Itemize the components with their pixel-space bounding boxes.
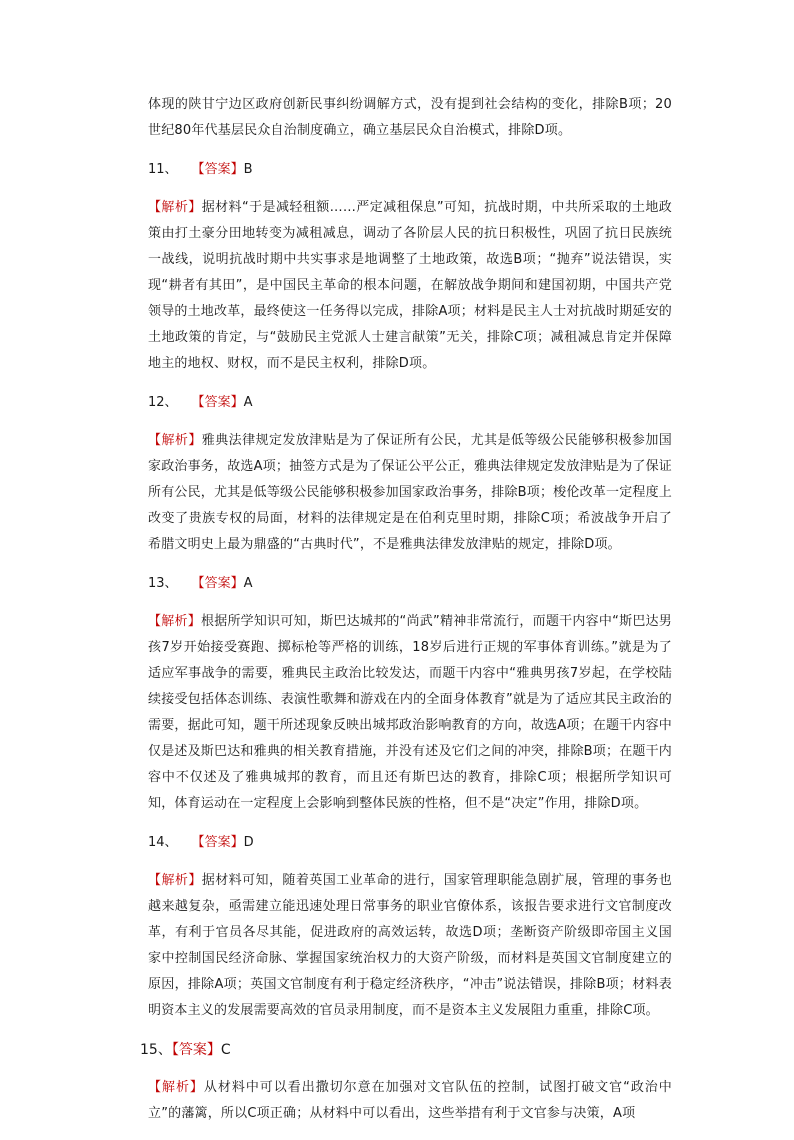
analysis-text: 根据所学知识可知，斯巴达城邦的“尚武”精神非常流行，而题干内容中“斯巴达男孩7岁开始接受赛跑、掷标枪等严格的训练，18岁后进行正规的军事体育训练。”就是为了适应军事战争的需要，雅典民主政治比较发达，而题干内容中“雅典男孩7岁起，在学校陆续接受包括体态训练、表演性歌舞和游戏在内的全面身体教育”就是为了适应其民主政治的需要，据此可知，题干所述现象反映出城邦政治影响教育的方向，故选A项；在题干内容中仅是述及斯巴达和雅典的相关教育措施，并没有述及它们之间的冲突，排除B项；在题干内容中不仅述及了雅典城邦的教育，而且还有斯巴达的教育，排除C项；根据所学知识可知，体育运动在一定程度上会影响到整体民族的性格，但不是“决定”作用，排除D项。 — [148, 614, 672, 811]
question-number: 11、 — [148, 162, 178, 177]
answer-label: 答案 — [204, 162, 231, 177]
question-number: 13、 — [148, 576, 178, 591]
answer-label: 答案 — [178, 1042, 207, 1058]
analysis-tag: 【解析】 — [148, 614, 201, 629]
analysis-paragraph-14 — [148, 868, 672, 1024]
document-page — [140, 92, 672, 1140]
answer-line-13 — [148, 571, 672, 597]
analysis-text: 雅典法律规定发放津贴是为了保证所有公民，尤其是低等级公民能够积极参加国家政治事务，故选A项；抽签方式是为了保证公平公正，雅典法律规定发放津贴是为了保证所有公民，尤其是低等级公民能够积极参加国家政治事务，排除B项；梭伦改革一定程度上改变了贵族专权的局面，材料的法律规定是在伯利克里时期，排除C项；希波战争开启了希腊文明史上最为鼎盛的“古典时代”，不是雅典法律发放津贴的规定，排除D项。 — [148, 433, 672, 552]
answer-choice: A — [243, 395, 253, 410]
answer-choice: C — [220, 1042, 231, 1058]
analysis-text: 据材料“于是减轻租额……严定减租保息”可知，抗战时期，中共所采取的土地政策由打土豪分田地转变为减租减息，调动了各阶层人民的抗日积极性，巩固了抗日民族统一战线，说明抗战时期中共实事求是地调整了土地政策，故选B项；“抛弃”说法错误，实现“耕者有其田”，是中国民主革命的根本问题，在解放战争期间和建国初期，中国共产党领导的土地改革，最终使这一任务得以完成，排除A项；材料是民主人士对抗战时期延安的土地政策的肯定，与“鼓励民主党派人士建言献策”无关，排除C项；减租减息肯定并保障地主的地权、财权，而不是民主权利，排除D项。 — [148, 200, 672, 371]
answer-bracket-open: 【 — [191, 576, 205, 591]
answer-bracket-close: 】 — [230, 576, 244, 591]
answer-line-15 — [140, 1037, 672, 1063]
answer-bracket-open: 【 — [191, 162, 205, 177]
analysis-paragraph-12 — [148, 428, 672, 558]
question-number: 12、 — [148, 395, 178, 410]
answer-choice: D — [243, 835, 254, 850]
continuation-paragraph: 体现的陕甘宁边区政府创新民事纠纷调解方式，没有提到社会结构的变化，排除B项；20世纪80年代基层民众自治制度确立，确立基层民众自治模式，排除D项。 — [148, 97, 672, 138]
answer-line-12 — [148, 390, 672, 416]
analysis-paragraph-15 — [148, 1075, 672, 1127]
analysis-tag: 【解析】 — [148, 200, 202, 215]
answer-line-11 — [148, 157, 672, 183]
question-number: 14、 — [148, 835, 178, 850]
answer-choice: B — [243, 162, 253, 177]
analysis-text: 从材料中可以看出撒切尔意在加强对文官队伍的控制，试图打破文官“政治中立”的藩篱，所以C项正确；从材料中可以看出，这些举措有利于文官参与决策，A项 — [148, 1080, 672, 1121]
answer-label: 答案 — [204, 835, 231, 850]
question-number: 15、 — [140, 1042, 172, 1058]
analysis-tag: 【解析】 — [148, 873, 202, 888]
answer-label: 答案 — [204, 576, 231, 591]
answer-bracket-open: 【 — [191, 835, 205, 850]
analysis-paragraph-11 — [148, 195, 672, 377]
answer-bracket-open: 【 — [191, 395, 205, 410]
analysis-tag: 【解析】 — [148, 433, 202, 448]
answer-choice: A — [243, 576, 253, 591]
answer-bracket-close: 】 — [230, 395, 244, 410]
answer-bracket-close: 】 — [230, 835, 244, 850]
answer-line-14 — [148, 830, 672, 856]
analysis-tag: 【解析】 — [148, 1080, 204, 1095]
answer-bracket-close: 】 — [206, 1042, 221, 1058]
answer-label: 答案 — [204, 395, 231, 410]
answer-bracket-close: 】 — [230, 162, 244, 177]
analysis-text: 据材料可知，随着英国工业革命的进行，国家管理职能急剧扩展，管理的事务也越来越复杂，亟需建立能迅速处理日常事务的职业官僚体系，该报告要求进行文官制度改革，有利于官员各尽其能，促进政府的高效运转，故选D项；垄断资产阶级即帝国主义国家中控制国民经济命脉、掌握国家统治权力的大资产阶级，而材料是英国文官制度建立的原因，排除A项；英国文官制度有利于稳定经济秩序，“冲击”说法错误，排除B项；材料表明资本主义的发展需要高效的官员录用制度，而不是资本主义发展阻力重重，排除C项。 — [148, 873, 672, 1018]
analysis-paragraph-13 — [148, 609, 672, 817]
answer-bracket-open: 【 — [171, 1042, 179, 1058]
